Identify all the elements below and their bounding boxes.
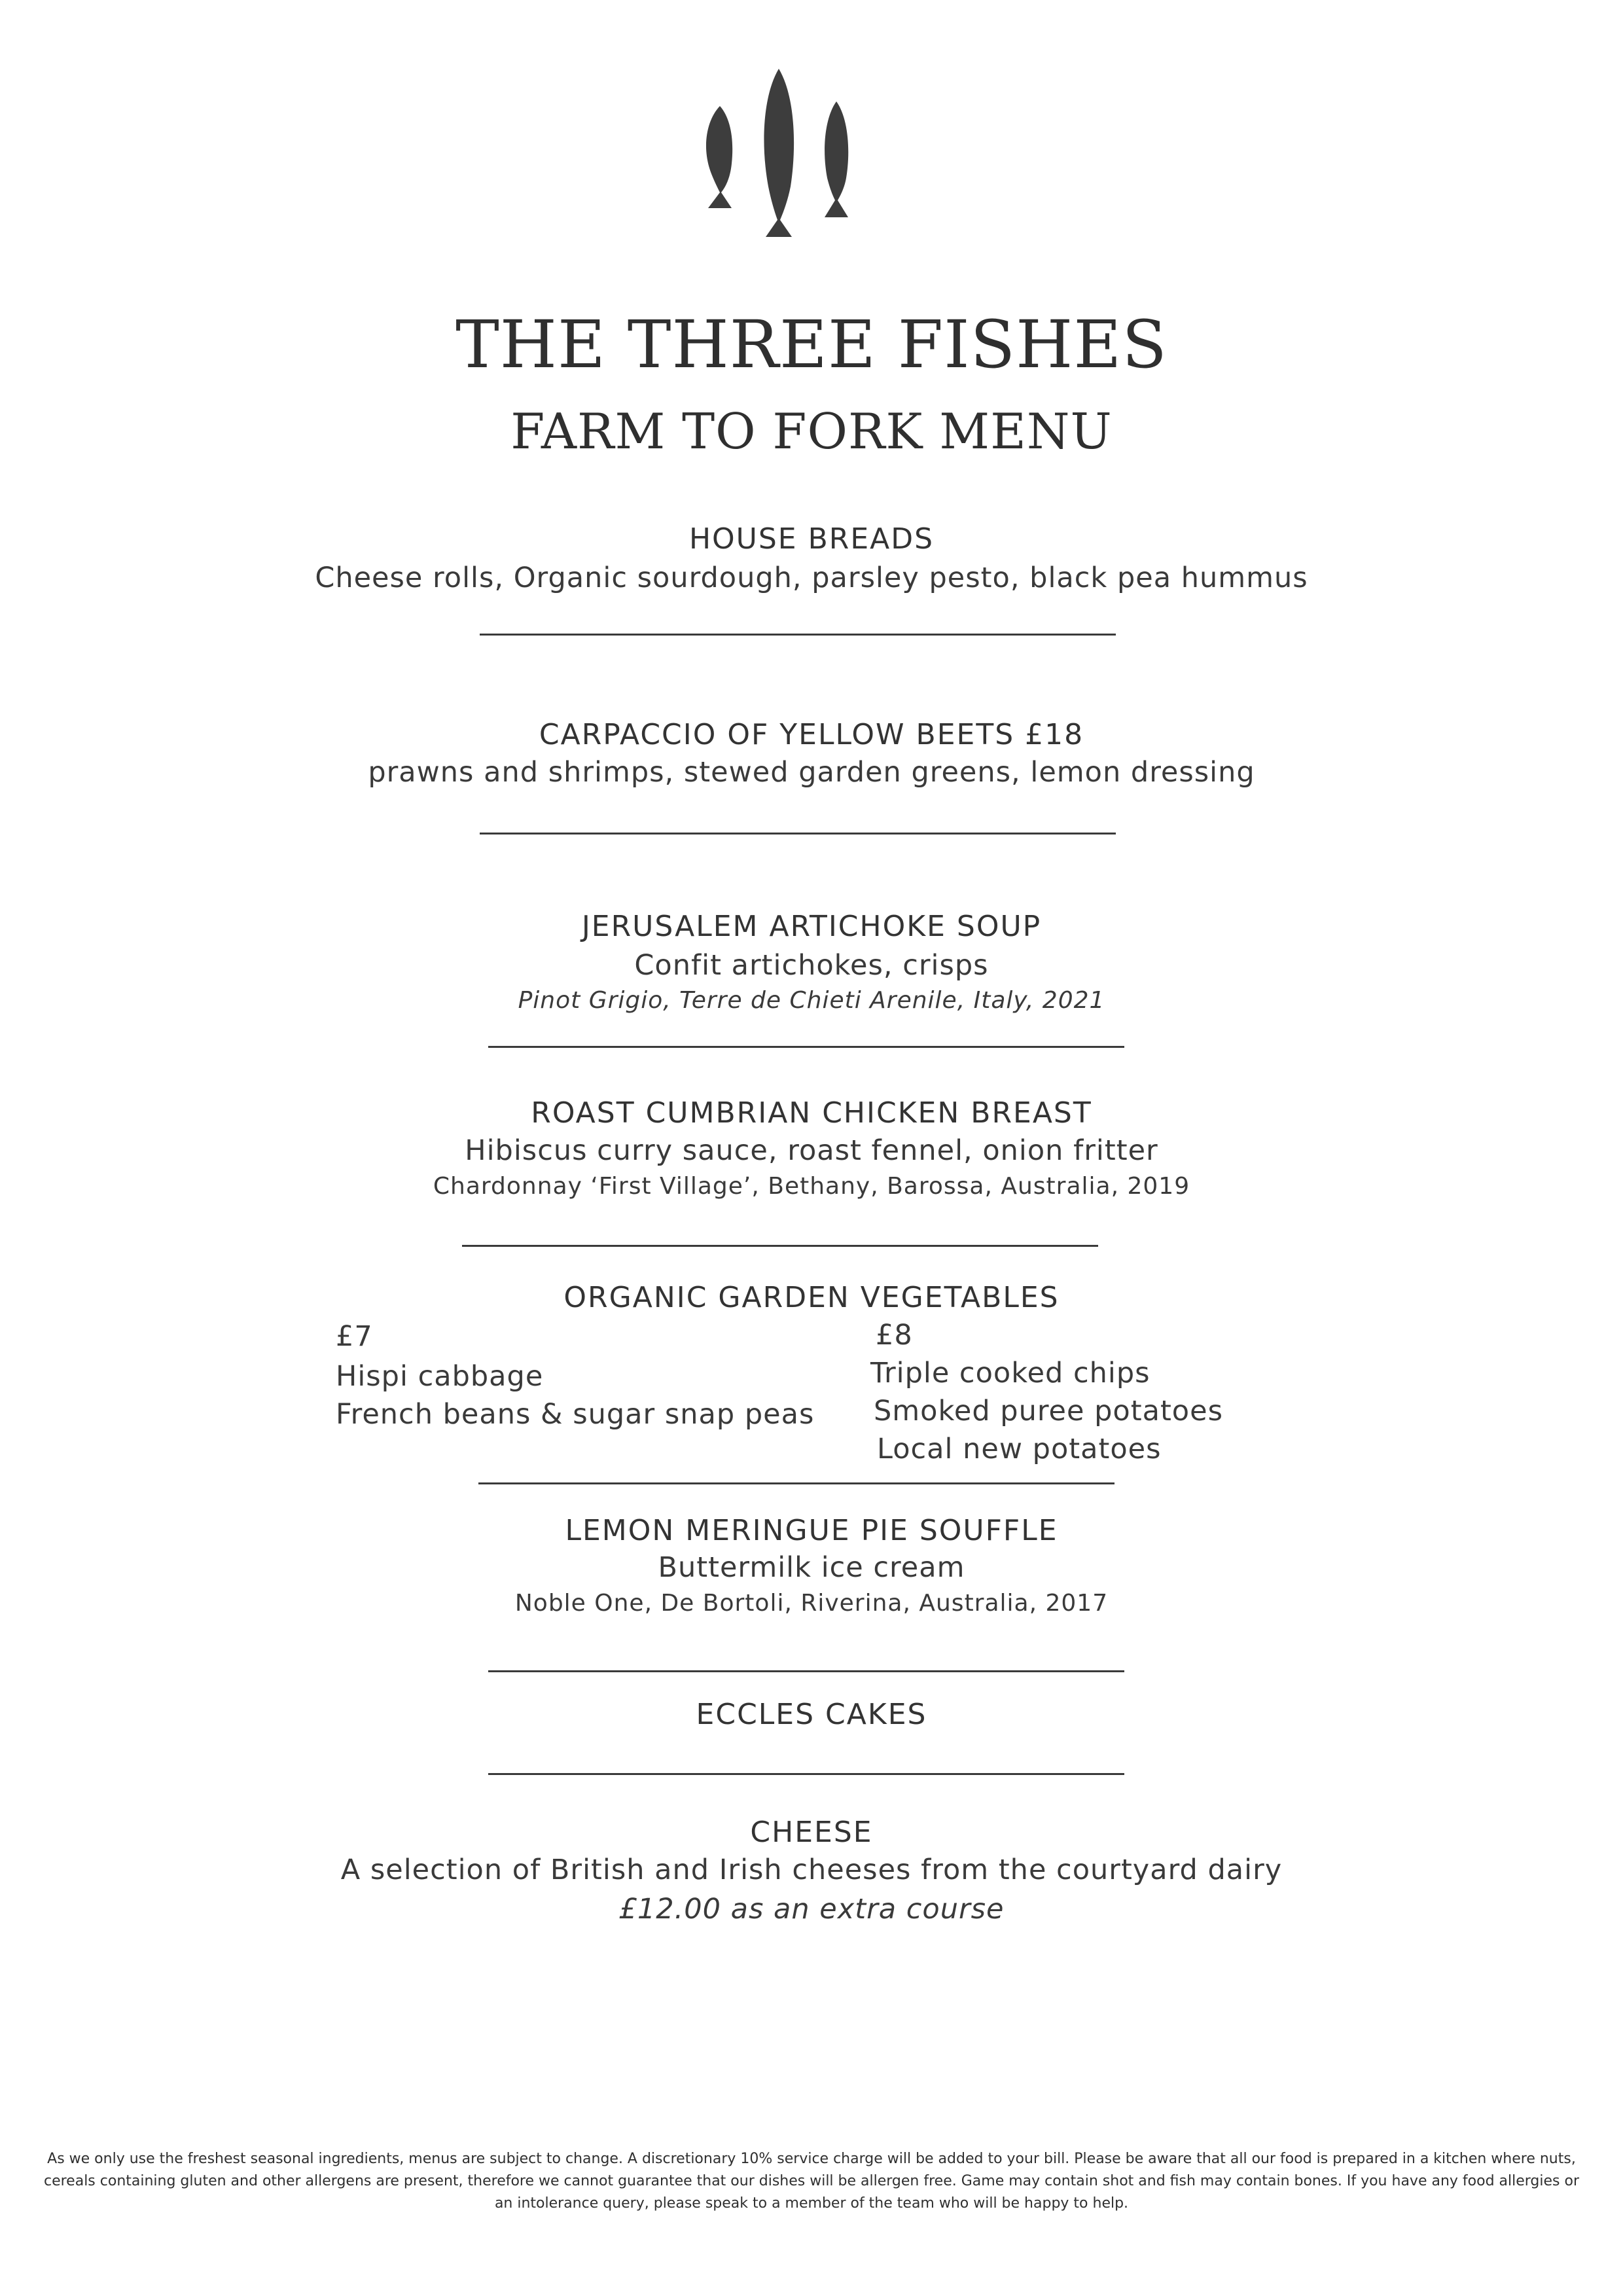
cheese-heading: CHEESE	[750, 1816, 873, 1849]
chicken-description: Hibiscus curry sauce, roast fennel, onion fritter	[465, 1134, 1158, 1167]
divider	[478, 1482, 1115, 1484]
allergen-notice: As we only use the freshest seasonal ingredients, menus are subject to change. A discretionary 10% service charge will be added to your bill. Please be aware that all our food is prepared in a kitchen where nuts, cereals containing gluten and other allergens are present, therefore we cannot guarantee that our dishes will be allergen free. Game may contain shot and fish may contain bones. If you have any food allergies or an intolerance query, please speak to a member of the team who will be happy to help.	[43, 2151, 1580, 2212]
three-fishes-logo-icon	[681, 65, 877, 242]
divider	[488, 1773, 1124, 1775]
eccles-heading: ECCLES CAKES	[696, 1698, 927, 1731]
carpaccio-description: prawns and shrimps, stewed garden greens, lemon dressing	[368, 756, 1255, 789]
soup-description: Confit artichokes, crisps	[634, 949, 989, 982]
chicken-heading: ROAST CUMBRIAN CHICKEN BREAST	[531, 1096, 1092, 1130]
vegetable-item: Smoked puree potatoes	[874, 1395, 1223, 1427]
divider	[480, 833, 1116, 834]
divider	[462, 1245, 1098, 1247]
cheese-extra-price: £12.00 as an extra course	[618, 1893, 1005, 1926]
divider	[488, 1670, 1124, 1672]
soup-wine-pairing: Pinot Grigio, Terre de Chieti Arenile, Italy, 2021	[518, 987, 1105, 1014]
chicken-wine-pairing: Chardonnay ‘First Village’, Bethany, Barossa, Australia, 2019	[433, 1173, 1190, 1200]
souffle-wine-pairing: Noble One, De Bortoli, Riverina, Australia, 2017	[514, 1590, 1109, 1617]
vegetables-left-price: £7	[336, 1320, 373, 1353]
souffle-description: Buttermilk ice cream	[658, 1551, 965, 1584]
divider	[480, 634, 1116, 636]
cheese-description: A selection of British and Irish cheeses from the courtyard dairy	[340, 1854, 1283, 1886]
carpaccio-heading: CARPACCIO OF YELLOW BEETS £18	[539, 718, 1084, 751]
vegetable-item: French beans & sugar snap peas	[336, 1398, 815, 1431]
vegetable-item: Local new potatoes	[877, 1433, 1162, 1465]
vegetables-right-price: £8	[876, 1319, 913, 1352]
restaurant-name: THE THREE FISHES	[455, 306, 1168, 383]
vegetables-heading: ORGANIC GARDEN VEGETABLES	[563, 1281, 1060, 1314]
menu-title: FARM TO FORK MENU	[510, 403, 1113, 460]
soup-heading: JERUSALEM ARTICHOKE SOUP	[581, 910, 1042, 943]
souffle-heading: LEMON MERINGUE PIE SOUFFLE	[565, 1514, 1058, 1547]
house-breads-heading: HOUSE BREADS	[688, 522, 935, 556]
divider	[488, 1046, 1124, 1048]
vegetable-item: Triple cooked chips	[870, 1357, 1150, 1390]
house-breads-description: Cheese rolls, Organic sourdough, parsley pesto, black pea hummus	[315, 562, 1308, 594]
vegetable-item: Hispi cabbage	[336, 1360, 544, 1393]
